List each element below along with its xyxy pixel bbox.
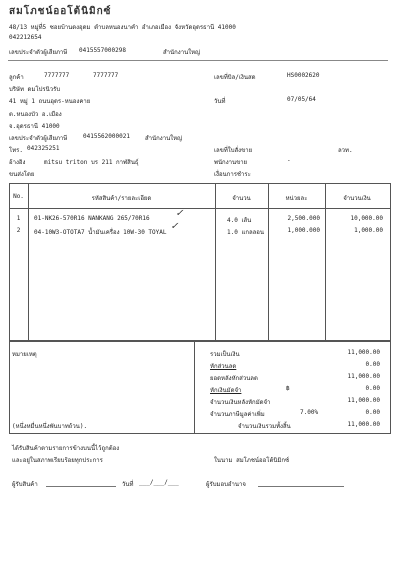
bill-no-label: เลขที่ใบสั่งขาย	[214, 147, 253, 154]
grand-total-value: 11,000.00	[347, 421, 380, 428]
deposit-currency: ฿	[286, 385, 290, 392]
company-tax-id-label: เลขประจำตัวผู้เสียภาษี	[9, 49, 68, 56]
vat-rate: 7.00%	[300, 409, 319, 416]
on-behalf-of: ในนาม สมโภชน์ออโต้นิมิกซ์	[214, 457, 290, 464]
salesperson-value: -	[287, 157, 291, 164]
receiver-label: ผู้รับสินค้า	[12, 481, 38, 488]
company-tax-id: 0415557000298	[79, 47, 126, 54]
col-divider	[325, 183, 326, 341]
checkmark-icon: ✓	[176, 206, 183, 219]
row-description: 04-10W3-OTOTA7 น้ำมันเครื่อง 10W-30 TOYAL	[34, 229, 167, 236]
company-branch: สำนักงานใหญ่	[163, 49, 201, 56]
customer-phone: 042325251	[27, 145, 60, 152]
customer-code: 7777777	[44, 72, 70, 79]
deposit-value: 0.00	[365, 385, 380, 392]
after-deposit-value: 11,000.00	[347, 397, 380, 404]
payment-term-label: เงื่อนการชำระ	[214, 171, 251, 178]
row-unit-price: 1,000.000	[287, 227, 320, 234]
vat-value: 0.00	[365, 409, 380, 416]
header-description: รหัสสินค้า/รายละเอียด	[91, 195, 152, 202]
header-quantity: จำนวน	[232, 195, 251, 202]
row-no: 1	[16, 215, 21, 222]
vat-label: จำนวนภาษีมูลค่าเพิ่ม	[210, 411, 265, 418]
items-header-divider	[9, 208, 390, 209]
invoice-date: 07/05/64	[287, 96, 316, 103]
checkmark-icon: ✓	[171, 219, 178, 232]
subtotal-label: รวมเป็นเงิน	[210, 351, 240, 358]
header-no: No.	[13, 193, 24, 200]
customer-tax-branch: สำนักงานใหญ่	[145, 135, 183, 142]
col-divider	[268, 183, 269, 341]
totals-divider	[194, 340, 195, 433]
col-divider	[28, 183, 29, 341]
receive-date-blank: ___/___/___	[139, 479, 179, 486]
received-statement-1: ได้รับสินค้าตามรายการข้างบนนี้ไว้ถูกต้อง	[12, 445, 120, 452]
invoice-no: HS0002620	[287, 72, 320, 79]
company-name: สมโภชน์ออโต้นิมิกซ์	[9, 6, 112, 17]
row-quantity: 4.0 เส้น	[227, 217, 252, 224]
authorized-label: ผู้รับมอบอำนาจ	[206, 481, 246, 488]
row-amount: 1,000.00	[354, 227, 383, 234]
after-discount-label: ยอดหลังหักส่วนลด	[210, 375, 258, 382]
amount-in-words: (หนึ่งหมื่นหนึ่งพันบาทถ้วน).	[12, 423, 88, 430]
row-unit-price: 2,500.000	[287, 215, 320, 222]
deposit-label: หักเงินมัดจำ	[210, 387, 242, 394]
remark-label: หมายเหตุ	[12, 351, 37, 358]
after-deposit-label: จำนวนเงินหลังหักมัดจำ	[210, 399, 271, 406]
invoice-no-label: เลขที่บิล/เงินสด	[214, 74, 256, 81]
row-description: 01-NK26-570R16 NANKANG 265/70R16	[34, 215, 150, 222]
shipping-label: ขนส่งโดย	[9, 171, 35, 178]
reference-value: mitsu triton บร 211 กาฬสินธุ์	[44, 159, 139, 166]
receiver-signature-line	[46, 486, 116, 487]
customer-label: ลูกค้า	[9, 74, 24, 81]
discount-value: 0.00	[365, 361, 380, 368]
company-phone: 042212654	[9, 34, 42, 41]
customer-address-1: 41 หมู่ 1 ถนนอุดร-หนองคาย	[9, 98, 91, 105]
header-amount: จำนวนเงิน	[343, 195, 371, 202]
row-amount: 10,000.00	[350, 215, 383, 222]
received-statement-2: และอยู่ในสภาพเรียบร้อยทุกประการ	[12, 457, 103, 464]
salesperson-label: พนักงานขาย	[214, 159, 248, 166]
header-unit-price: หน่วยละ	[285, 195, 308, 202]
row-quantity: 1.0 แกลลอน	[227, 229, 265, 236]
header-separator	[8, 60, 388, 61]
customer-company: บริษัท ดมโปรนิวรับ	[9, 86, 61, 93]
discount-label: หักส่วนลด	[210, 363, 237, 370]
subtotal-value: 11,000.00	[347, 349, 380, 356]
company-address: 48/13 หมู่ที่5 ซอยบ้านดงอุดม ตำบลหนองนาคำ อำเภอเมือง จังหวัดอุดรธานี 41000	[9, 24, 236, 31]
after-discount-value: 11,000.00	[347, 373, 380, 380]
receive-date-label: วันที่	[122, 481, 134, 488]
customer-address-2: ต.หนองบัว อ.เมือง	[9, 111, 62, 118]
authorized-signature-line	[258, 486, 344, 487]
col-divider	[215, 183, 216, 341]
customer-address-3: จ.อุดรธานี 41000	[9, 123, 60, 130]
customer-tax-label: เลขประจำตัวผู้เสียภาษี	[9, 135, 68, 142]
reference-label: อ้างอิง	[9, 159, 26, 166]
customer-code-2: 7777777	[93, 72, 119, 79]
customer-phone-label: โทร.	[9, 147, 24, 154]
row-no: 2	[16, 227, 21, 234]
customer-tax-id: 0415562000021	[83, 133, 130, 140]
items-table	[9, 183, 391, 342]
grand-total-label: จำนวนเงินรวมทั้งสิ้น	[238, 423, 291, 430]
date-label: วันที่	[214, 98, 226, 105]
bill-suffix: ลวท.	[338, 147, 353, 154]
